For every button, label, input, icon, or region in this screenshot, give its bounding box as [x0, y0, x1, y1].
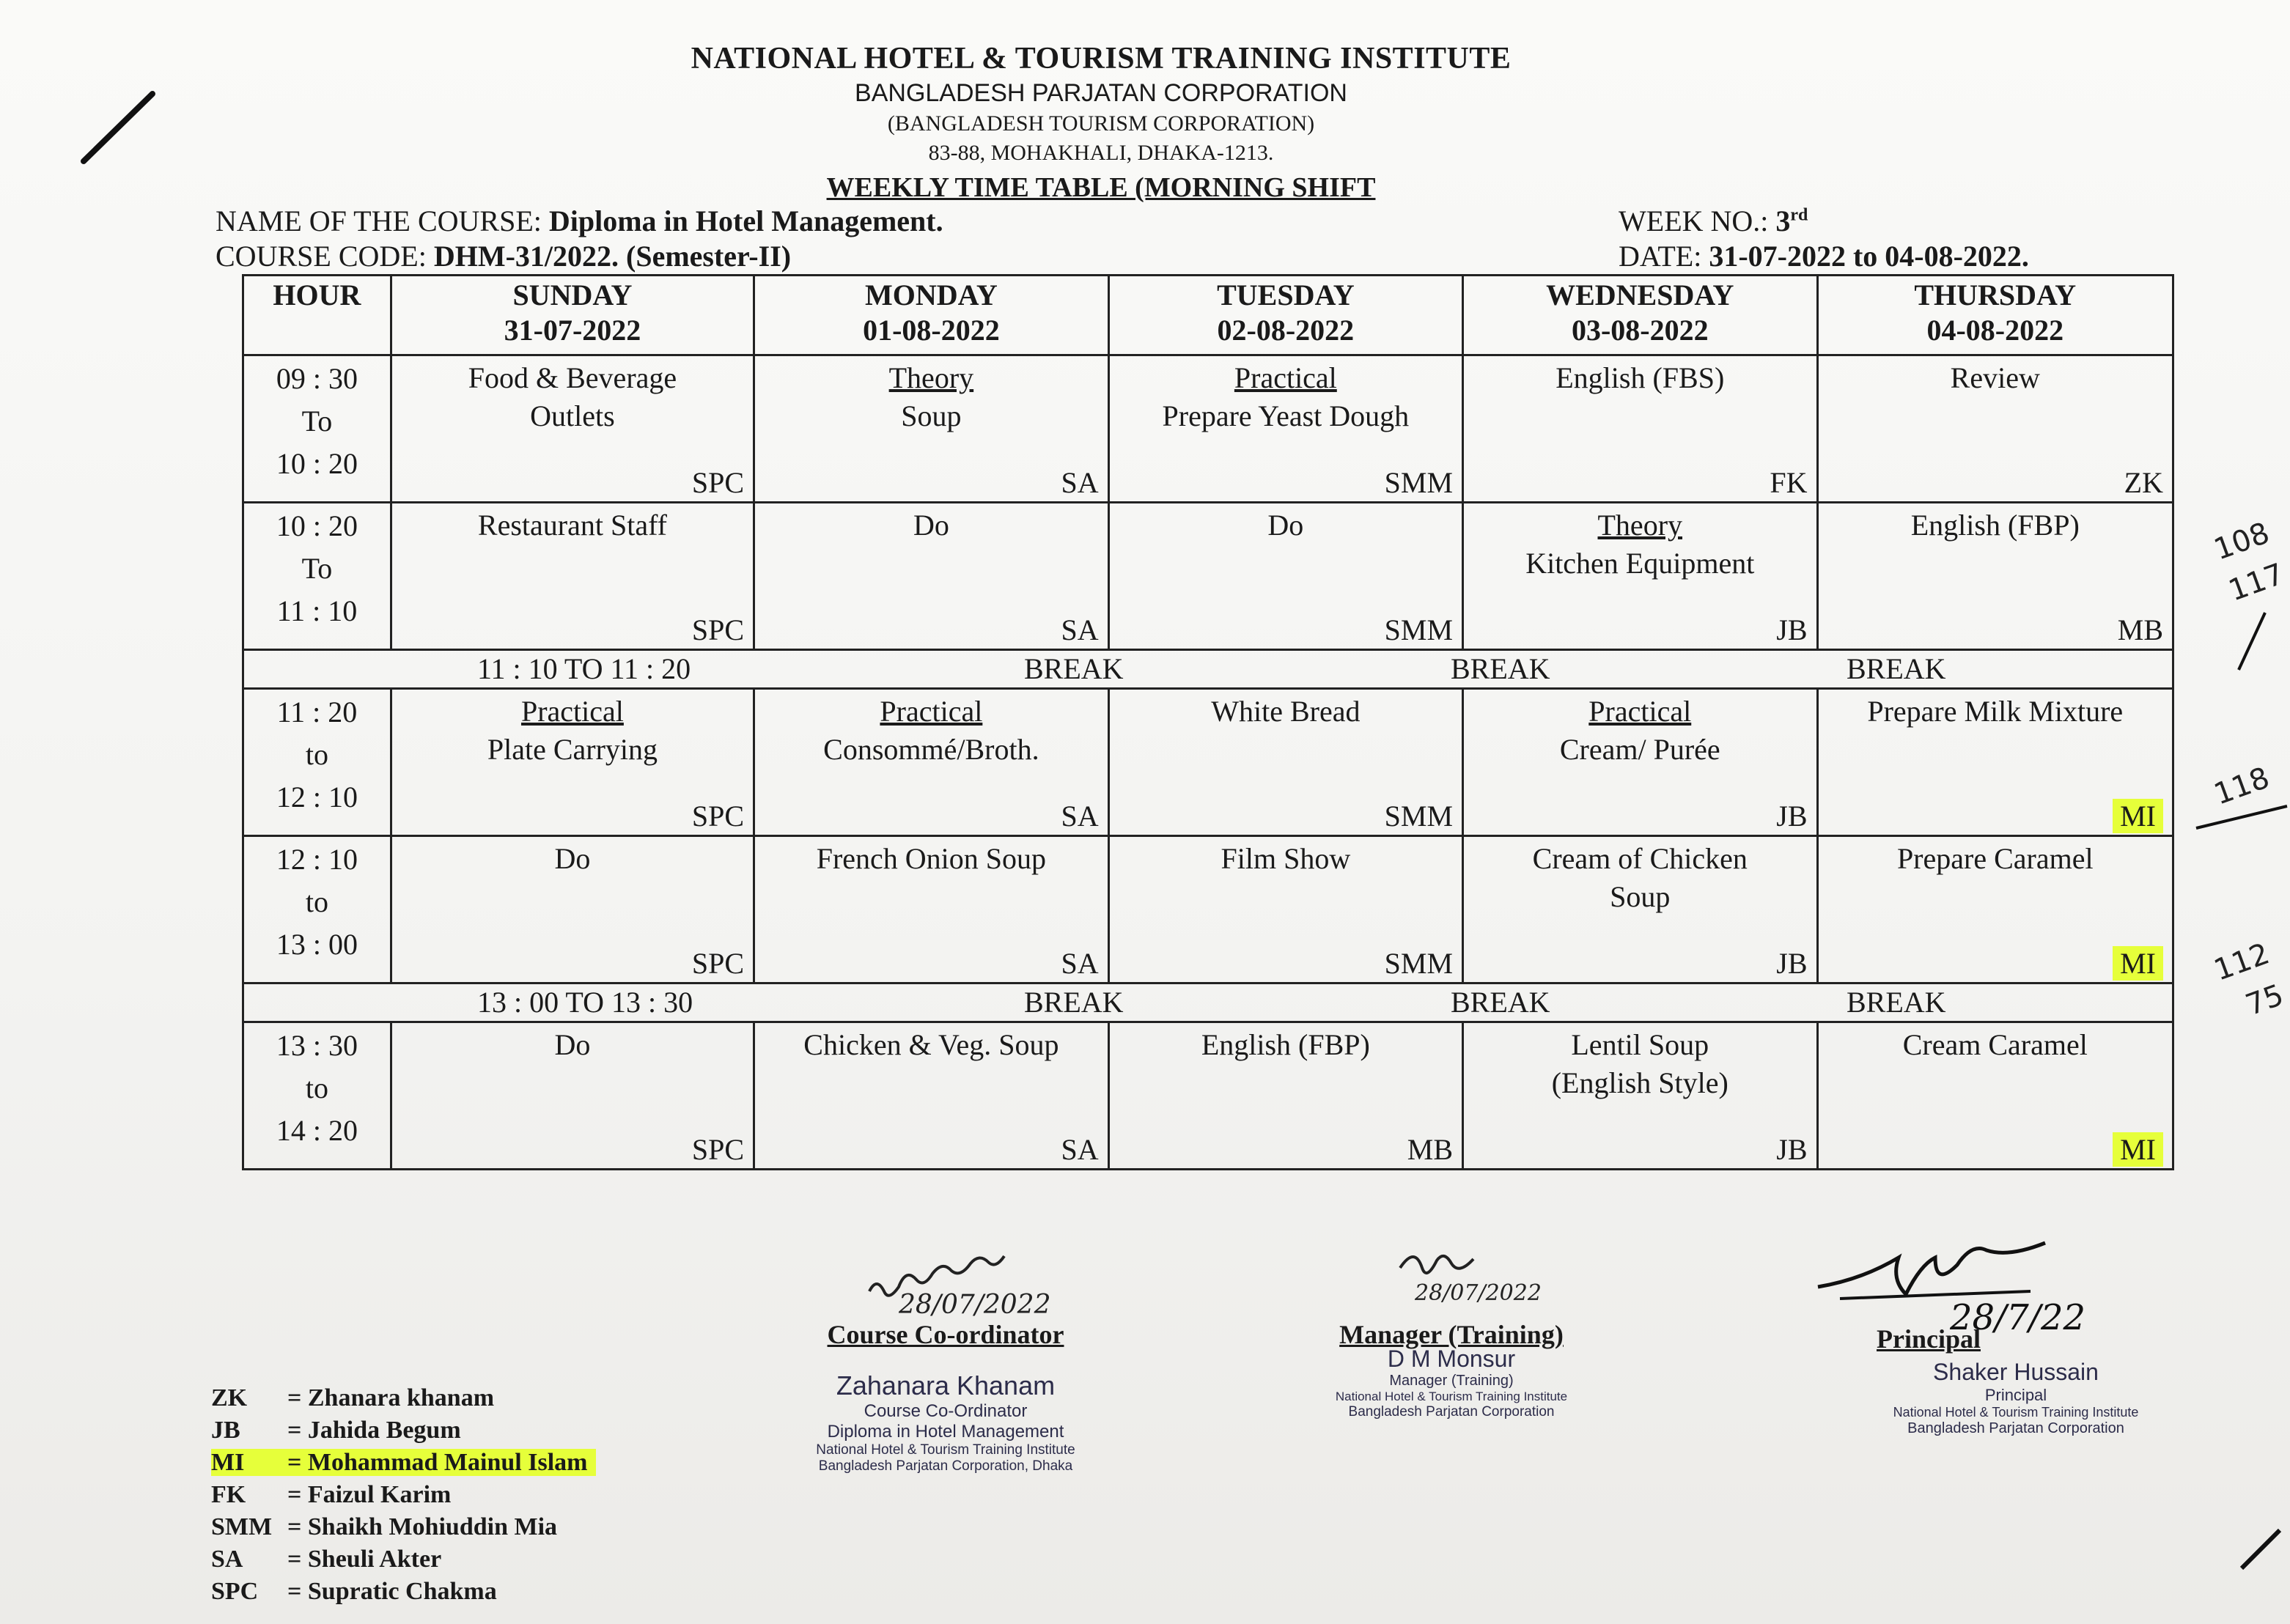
- hour-cell: 13 : 30 to 14 : 20: [243, 1022, 391, 1170]
- timetable-title: WEEKLY TIME TABLE (MORNING SHIFT: [826, 172, 1376, 203]
- subject-line: Cream Caramel: [1902, 1028, 2088, 1061]
- manager-handwritten-signature: [1385, 1239, 1542, 1319]
- day-header-wednesday: WEDNESDAY 03-08-2022: [1463, 276, 1818, 355]
- svg-text:28/07/2022: 28/07/2022: [1415, 1280, 1542, 1306]
- teacher-initials: MB: [1407, 1133, 1454, 1166]
- legend-key: FK: [211, 1481, 246, 1508]
- subject-detail: (English Style): [1551, 1066, 1728, 1099]
- teacher-initials: SMM: [1384, 800, 1454, 833]
- course-code: COURSE CODE: DHM-31/2022. (Semester-II): [216, 240, 792, 273]
- teacher-initials: SA: [1061, 1133, 1099, 1166]
- legend-key: JB: [211, 1417, 240, 1444]
- margin-note: 112: [2209, 937, 2274, 988]
- principal-title: Principal: [1877, 1324, 1981, 1354]
- class-cell-wednesday: [1463, 689, 1818, 836]
- principal-stamp-line: Principal: [1984, 1386, 2047, 1404]
- class-cell-tuesday: [1108, 1022, 1462, 1170]
- class-cell-thursday: [1817, 836, 2173, 983]
- manager-signature-block: [1290, 1319, 1613, 1420]
- margin-note: 117: [2224, 557, 2289, 608]
- timetable: [242, 274, 2174, 1170]
- legend-value: = Zhanara khanam: [287, 1384, 495, 1411]
- margin-note: 108: [2209, 516, 2274, 567]
- teacher-initials: JB: [1776, 800, 1808, 833]
- table-row: [243, 836, 2173, 983]
- table-row: [243, 689, 2173, 836]
- subject-line: Lentil Soup: [1571, 1028, 1709, 1061]
- teacher-initials: ZK: [2124, 466, 2163, 499]
- class-cell-monday: [754, 836, 1109, 983]
- legend-value: = Sheuli Akter: [287, 1546, 442, 1573]
- teacher-initials: SA: [1061, 613, 1099, 646]
- class-cell-wednesday: [1463, 355, 1818, 503]
- break-time: 11 : 10 TO 11 : 20: [477, 652, 691, 685]
- subject-line: Film Show: [1221, 842, 1351, 875]
- legend-value: = Faizul Karim: [287, 1481, 452, 1508]
- teacher-initials: MI: [2113, 1132, 2163, 1167]
- subject-line: Do: [1267, 509, 1304, 542]
- class-cell-monday: [754, 689, 1109, 836]
- class-cell-monday: [754, 1022, 1109, 1170]
- principal-stamp-line: Bangladesh Parjatan Corporation: [1907, 1420, 2124, 1436]
- table-row: [243, 1022, 2173, 1170]
- subject-line: Practical: [1588, 695, 1692, 728]
- legend-entry: [211, 1382, 596, 1414]
- svg-text:28/07/2022: 28/07/2022: [899, 1290, 1051, 1320]
- teacher-initials: JB: [1776, 613, 1808, 646]
- manager-stamp-line: Bangladesh Parjatan Corporation: [1348, 1404, 1555, 1420]
- teacher-initials: FK: [1770, 466, 1808, 499]
- teacher-initials: SA: [1061, 947, 1099, 980]
- legend-key: ZK: [211, 1384, 248, 1411]
- teacher-initials: JB: [1776, 1133, 1808, 1166]
- break-time: 13 : 00 TO 13 : 30: [477, 986, 693, 1019]
- subject-detail: Plate Carrying: [487, 733, 658, 766]
- hour-cell: 11 : 20 to 12 : 10: [243, 689, 391, 836]
- class-cell-wednesday: [1463, 503, 1818, 650]
- break-label: BREAK: [1847, 986, 1946, 1019]
- manager-title: Manager (Training): [1339, 1320, 1564, 1349]
- teacher-legend: [211, 1382, 596, 1608]
- teacher-initials: SPC: [691, 613, 745, 646]
- coordinator-stamp-line: Course Co-Ordinator: [864, 1401, 1028, 1421]
- teacher-initials: SPC: [691, 1133, 745, 1166]
- subject-line: Restaurant Staff: [477, 509, 667, 542]
- teacher-initials: SMM: [1384, 466, 1454, 499]
- margin-pen-stroke: [2236, 1524, 2287, 1576]
- legend-value: = Shaikh Mohiuddin Mia: [287, 1513, 558, 1540]
- table-row: [243, 503, 2173, 650]
- teacher-initials: MI: [2113, 946, 2163, 981]
- legend-entry: [211, 1479, 596, 1511]
- teacher-initials: MB: [2117, 613, 2163, 646]
- legend-key: SMM: [211, 1513, 273, 1540]
- legend-key: SA: [211, 1546, 243, 1573]
- teacher-initials: SMM: [1384, 947, 1454, 980]
- legend-value: = Mohammad Mainul Islam: [287, 1449, 588, 1476]
- coordinator-name: Zahanara Khanam: [836, 1370, 1056, 1400]
- manager-stamp-line: Manager (Training): [1389, 1373, 1514, 1389]
- break-row: [243, 983, 2173, 1022]
- subject-detail: Consommé/Broth.: [823, 733, 1039, 766]
- principal-stamp-line: National Hotel & Tourism Training Institute: [1893, 1405, 2139, 1420]
- subject-detail: Outlets: [530, 399, 615, 432]
- legend-entry: [211, 1511, 596, 1543]
- subject-line: Do: [554, 1028, 591, 1061]
- coordinator-handwritten-signature: [862, 1240, 1126, 1321]
- subject-line: Practical: [880, 695, 983, 728]
- legend-entry: [211, 1576, 596, 1608]
- teacher-initials: SA: [1061, 800, 1099, 833]
- subject-detail: Cream/ Purée: [1559, 733, 1720, 766]
- class-cell-sunday: [391, 355, 754, 503]
- subject-detail: Kitchen Equipment: [1525, 547, 1755, 580]
- principal-handwritten-signature: [1811, 1228, 2118, 1338]
- class-cell-wednesday: [1463, 836, 1818, 983]
- coordinator-title: Course Co-ordinator: [827, 1320, 1064, 1349]
- margin-note: 118: [2209, 761, 2274, 812]
- subject-line: Review: [1950, 361, 2040, 394]
- subject-line: Prepare Milk Mixture: [1867, 695, 2124, 728]
- margin-pen-stroke: [2228, 608, 2272, 674]
- class-cell-tuesday: [1108, 836, 1462, 983]
- institute-address: 83-88, MOHAKHALI, DHAKA-1213.: [928, 141, 1274, 165]
- class-cell-sunday: [391, 503, 754, 650]
- corporation-name-english: (BANGLADESH TOURISM CORPORATION): [887, 111, 1315, 136]
- corporation-name: BANGLADESH PARJATAN CORPORATION: [855, 79, 1347, 107]
- subject-line: Prepare Caramel: [1896, 842, 2094, 875]
- subject-line: Do: [554, 842, 591, 875]
- class-cell-tuesday: [1108, 503, 1462, 650]
- legend-entry: [211, 1543, 596, 1576]
- svg-text:28/7/22: 28/7/22: [1950, 1297, 2086, 1338]
- class-cell-wednesday: [1463, 1022, 1818, 1170]
- hour-cell: 12 : 10 to 13 : 00: [243, 836, 391, 983]
- class-cell-thursday: [1817, 503, 2173, 650]
- legend-value: = Jahida Begum: [287, 1417, 461, 1444]
- coordinator-stamp-line: National Hotel & Tourism Training Institute: [816, 1442, 1075, 1458]
- class-cell-monday: [754, 355, 1109, 503]
- principal-signature-block: [1877, 1324, 2155, 1437]
- table-header-row: [243, 276, 2173, 355]
- subject-detail: Soup: [1610, 880, 1671, 913]
- teacher-initials: SPC: [691, 800, 745, 833]
- coordinator-signature-block: [792, 1319, 1100, 1474]
- day-header-tuesday: TUESDAY 02-08-2022: [1108, 276, 1462, 355]
- legend-value: = Supratic Chakma: [287, 1578, 497, 1605]
- subject-line: Chicken & Veg. Soup: [803, 1028, 1059, 1061]
- class-cell-thursday: [1817, 355, 2173, 503]
- class-cell-thursday: [1817, 1022, 2173, 1170]
- margin-note: 75: [2241, 978, 2289, 1023]
- legend-key: MI: [211, 1449, 245, 1476]
- legend-entry: [211, 1447, 596, 1479]
- teacher-initials: SPC: [691, 466, 745, 499]
- class-cell-sunday: [391, 836, 754, 983]
- subject-detail: Soup: [901, 399, 962, 432]
- institute-name: NATIONAL HOTEL & TOURISM TRAINING INSTITUTE: [691, 42, 1512, 75]
- subject-line: White Bread: [1211, 695, 1361, 728]
- hour-column-header: HOUR: [243, 276, 391, 355]
- class-cell-sunday: [391, 1022, 754, 1170]
- teacher-initials: JB: [1776, 947, 1808, 980]
- class-cell-monday: [754, 503, 1109, 650]
- subject-detail: Prepare Yeast Dough: [1162, 399, 1410, 432]
- day-header-sunday: SUNDAY 31-07-2022: [391, 276, 754, 355]
- subject-line: Practical: [1234, 361, 1337, 394]
- manager-name: D M Monsur: [1387, 1346, 1516, 1372]
- class-cell-tuesday: [1108, 355, 1462, 503]
- subject-line: Theory: [888, 361, 974, 394]
- break-label: BREAK: [1847, 652, 1946, 685]
- subject-line: English (FBP): [1910, 509, 2080, 542]
- subject-line: French Onion Soup: [816, 842, 1047, 875]
- principal-name: Shaker Hussain: [1933, 1359, 2099, 1385]
- subject-line: English (FBP): [1201, 1028, 1370, 1061]
- subject-line: Theory: [1597, 509, 1683, 542]
- subject-line: English (FBS): [1555, 361, 1725, 394]
- manager-stamp-line: National Hotel & Tourism Training Institute: [1335, 1389, 1568, 1403]
- break-label: BREAK: [1024, 986, 1124, 1019]
- break-row: [243, 650, 2173, 689]
- class-cell-sunday: [391, 689, 754, 836]
- subject-line: Food & Beverage: [468, 361, 677, 394]
- teacher-initials: SPC: [691, 947, 745, 980]
- break-label: BREAK: [1024, 652, 1124, 685]
- day-header-thursday: THURSDAY 04-08-2022: [1817, 276, 2173, 355]
- course-name: NAME OF THE COURSE: Diploma in Hotel Management.: [216, 204, 943, 237]
- hour-cell: 09 : 30 To 10 : 20: [243, 355, 391, 503]
- legend-entry: [211, 1414, 596, 1447]
- table-row: [243, 355, 2173, 503]
- subject-line: Practical: [520, 695, 624, 728]
- teacher-initials: SA: [1061, 466, 1099, 499]
- legend-key: SPC: [211, 1578, 259, 1605]
- week-number: WEEK NO.: 3rd: [1619, 204, 1808, 237]
- break-label: BREAK: [1451, 652, 1550, 685]
- subject-line: Cream of Chicken: [1532, 842, 1748, 875]
- date-range: DATE: 31-07-2022 to 04-08-2022.: [1619, 240, 2029, 273]
- class-cell-thursday: [1817, 689, 2173, 836]
- subject-line: Do: [913, 509, 949, 542]
- coordinator-stamp-line: Bangladesh Parjatan Corporation, Dhaka: [818, 1458, 1073, 1474]
- break-label: BREAK: [1451, 986, 1550, 1019]
- hour-cell: 10 : 20 To 11 : 10: [243, 503, 391, 650]
- teacher-initials: MI: [2113, 799, 2163, 833]
- day-header-monday: MONDAY 01-08-2022: [754, 276, 1109, 355]
- coordinator-stamp-line: Diploma in Hotel Management: [827, 1422, 1064, 1442]
- margin-pen-stroke: [2192, 799, 2290, 835]
- teacher-initials: SMM: [1384, 613, 1454, 646]
- class-cell-tuesday: [1108, 689, 1462, 836]
